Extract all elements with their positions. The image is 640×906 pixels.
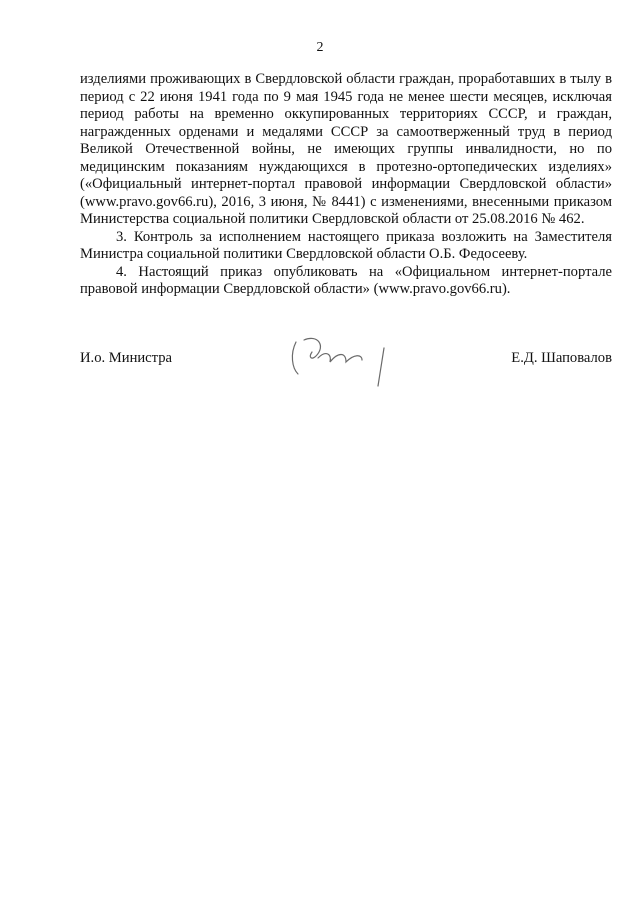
signatory-name: Е.Д. Шаповалов	[511, 350, 612, 366]
page-number: 2	[316, 40, 324, 55]
signatory-title: И.о. Министра	[80, 350, 172, 366]
signature-block	[80, 350, 612, 390]
paragraph-continuation: изделиями проживающих в Свердловской области граждан, проработавших в тылу в период с 22 июня 1941 года по 9 мая 1945 года не менее шести месяцев, исключая период работы на временно оккупированных территориях СССР, и граждан, награжденных орденами и медалями СССР за самоотверженный труд в период Великой Отечественной войны, не имеющих группы инвалидности, но по медицинским показаниям нуждающихся в протезно-ортопедических изделиях» («Официальный интернет-портал правовой информации Свердловской области» (www.pravo.gov66.ru), 2016, 3 июня, № 8441) с изменениями, внесенными приказом Министерства социальной политики Свердловской области от 25.08.2016 № 462.	[80, 71, 612, 227]
paragraph-item-3: 3. Контроль за исполнением настоящего приказа возложить на Заместителя Министра социальной политики Свердловской области О.Б. Федосееву.	[80, 228, 612, 262]
paragraph-item-4: 4. Настоящий приказ опубликовать на «Официальном интернет-портале правовой информации Свердловской области» (www.pravo.gov66.ru).	[80, 263, 612, 297]
handwritten-signature	[282, 328, 412, 388]
document-body	[80, 71, 612, 299]
